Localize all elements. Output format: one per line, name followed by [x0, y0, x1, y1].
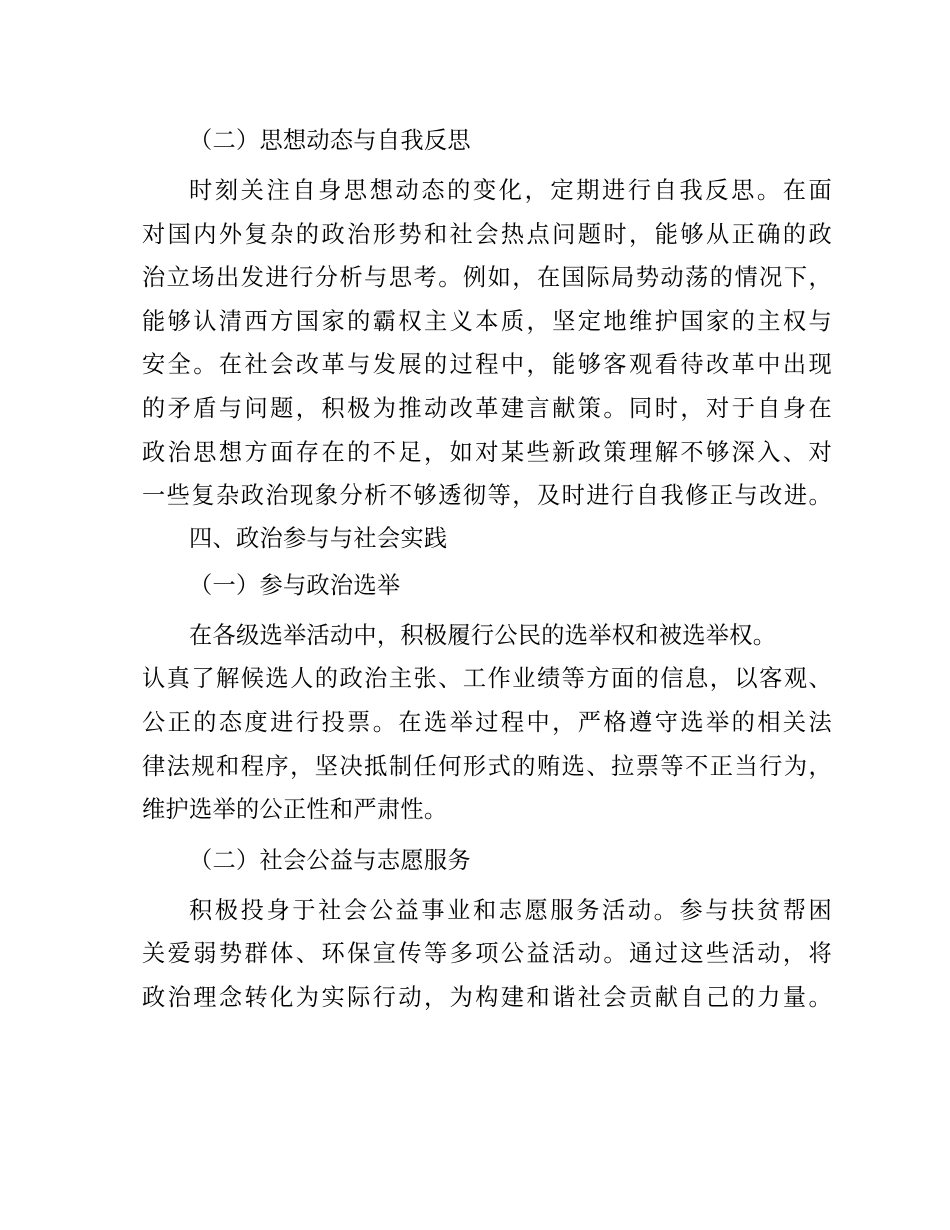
paragraph-line: 公正的态度进行投票。在选举过程中，严格遵守选举的相关法	[142, 708, 832, 736]
paragraph-line: 的矛盾与问题，积极为推动改革建言献策。同时，对于自身在	[142, 394, 832, 422]
paragraph-line: 认真了解候选人的政治主张、工作业绩等方面的信息，以客观、	[142, 665, 832, 693]
section-heading: （二）思想动态与自我反思	[189, 127, 471, 154]
section-heading: （二）社会公益与志愿服务	[189, 846, 471, 874]
paragraph-line: 关爱弱势群体、环保宣传等多项公益活动。通过这些活动，将	[142, 940, 832, 968]
paragraph-line: 律法规和程序，坚决抵制任何形式的贿选、拉票等不正当行为，	[142, 752, 832, 780]
paragraph-line: 维护选举的公正性和严肃性。	[142, 796, 448, 824]
document-page	[142, 120, 832, 1020]
paragraph-line: 能够认清西方国家的霸权主义本质，坚定地维护国家的主权与	[142, 307, 832, 335]
paragraph-line: 时刻关注自身思想动态的变化，定期进行自我反思。在面	[189, 177, 832, 204]
paragraph	[142, 889, 832, 1020]
section-heading: （一）参与政治选举	[189, 571, 401, 599]
paragraph-line: 一些复杂政治现象分析不够透彻等，及时进行自我修正与改进。	[142, 482, 832, 510]
paragraph-line: 政治理念转化为实际行动，为构建和谐社会贡献自己的力量。	[142, 983, 832, 1011]
paragraph	[142, 614, 832, 832]
paragraph-line: 积极投身于社会公益事业和志愿服务活动。参与扶贫帮困	[189, 896, 832, 924]
paragraph-line: 治立场出发进行分析与思考。例如，在国际局势动荡的情况下，	[142, 264, 832, 292]
paragraph-line: 对国内外复杂的政治形势和社会热点问题时，能够从正确的政	[142, 220, 832, 248]
paragraph-line: 政治思想方面存在的不足，如对某些新政策理解不够深入、对	[142, 438, 832, 466]
paragraph-line: 安全。在社会改革与发展的过程中，能够客观看待改革中出现	[142, 351, 832, 379]
section-heading: 四、政治参与与社会实践	[189, 524, 448, 552]
paragraph	[142, 169, 832, 518]
paragraph-line: 在各级选举活动中，积极履行公民的选举权和被选举权。	[189, 621, 777, 649]
